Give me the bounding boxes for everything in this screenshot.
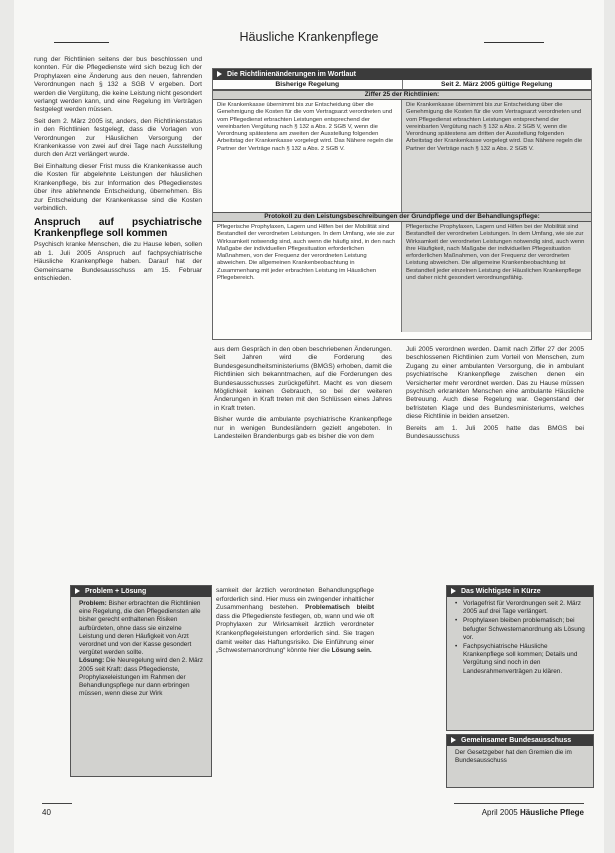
paragraph: samkeit der ärztlich verordneten Behandlungspflege erforderlich sind. Hier muss ein zwingender inhaltlicher Zusammenhang bestehen. bbox=[216, 587, 374, 612]
federal-committee-box bbox=[446, 734, 594, 788]
regulation-comparison-box bbox=[212, 68, 592, 340]
table-row bbox=[213, 100, 591, 212]
table-header-row bbox=[213, 80, 591, 90]
list-item: • Vorlagefrist für Verordnungen seit 2. März 2005 auf drei Tage verlängert. bbox=[455, 600, 587, 616]
magazine-page bbox=[14, 0, 604, 853]
column-head-old: Bisherige Regelung bbox=[213, 80, 403, 90]
footer-rule-left bbox=[42, 803, 72, 804]
problem-solution-box bbox=[70, 585, 212, 777]
cell-old: Die Krankenkasse übernimmt bis zur Entscheidung über die Genehmigung die Kosten für die vom Vertragsarzt verordneten und vom Pflegedienst erbrachten Leistungen entsprechend der vereinbarten Vergütung nach § 132 a Abs. 2 SGB V, wenn die Verordnung spätestens am zweiten der Ausstellung folgenden Arbeitstag der Krankenkasse vorgelegt wird. Das Nähere regeln die Partner der Verträge nach § 132 a Abs. 2 SGB V. bbox=[213, 100, 402, 212]
box-title: Problem + Lösung bbox=[85, 588, 147, 595]
cell-old: Pflegerische Prophylaxen, Lagern und Hilfen bei der Mobilität sind Bestandteil der verordneten Leistungen. In dem Umfang, wie sie zur Wirksamkeit notwendig sind, auch wenn die häufig sind, in den nach Maßgabe der individuellen Pflegesituation erforderlichen Maßnahmen, von der Frequenz der verordneten Leistung abweichen. Die allgemeinen Krankenbeobachtung in Zusammenhang mit jeder erbrachten Leistung im Häuslichen Pflegebereich. bbox=[213, 222, 402, 332]
solution-text: Die Neuregelung wird den 2. März 2005 seit Kraft: dass Pflegedienste, Prophylaxeleistungen im Rahmen der Behandlungspflege nur dann erbringen müssen, wenn diese zur Wirk bbox=[79, 657, 203, 698]
box-title-bar bbox=[213, 69, 591, 80]
column-3-text bbox=[406, 346, 584, 444]
table-row bbox=[213, 222, 591, 332]
box-title-bar bbox=[447, 735, 593, 746]
emphasis-label: Lösung sein. bbox=[331, 647, 372, 655]
list-item: • Fachpsychiatrische Häusliche Krankenpflege soll kommen; Details und Vergütung sind noch in den Landesrahmenverträgen zu klären. bbox=[455, 643, 587, 676]
cell-new: Die Krankenkasse übernimmt bis zur Entscheidung über die Genehmigung die Kosten für die vom Vertragsarzt verordneten und vom Pflegedienst erbrachten Leistungen entsprechend der vereinbarten Vergütung nach § 132 a Abs. 2 SGB V, wenn die Verordnung spätestens am dritten der Ausstellung folgenden Arbeitstag der Krankenkasse vorgelegt wird. Das Nähere regeln die Partner der Verträge nach § 132 a Abs. 2 SGB V. bbox=[402, 100, 591, 212]
list-item: • Prophylaxen bleiben problematisch; bei befugter Schwesternanordnung als Lösung vor. bbox=[455, 617, 587, 642]
cell-new: Pflegerische Prophylaxen, Lagern und Hilfen bei der Mobilität sind Bestandteil der verordneten Leistungen. In dem Umfang, wie sie zur Wirksamkeit der verordneten Leistungen notwendig sind, auch wenn ihre Häufigkeit, nach Maßgabe der individuellen Pflegesituation erforderlichen Maßnahmen, von der Frequenz der verordneten Leistung abweichen. Die allgemeine Krankenbeobachtung ist Bestandteil jeder einzelnen Leistung der Häuslichen Krankenpflege und daher nicht gesondert verordnungsfähig. bbox=[402, 222, 591, 332]
solution-label: Lösung: bbox=[79, 657, 105, 665]
paragraph: rung der Richtlinien seitens der bus beschlossen und konnten. Für die Pflegedienste wird sich bezug lich der Prophylaxen eine Änderung aus den neuen, fahrenden Verordnungen nach § 132 a SGB V ergeben. Dort werden die Vergütung, die keine Leistung nicht gesondert verlangt werden kann, und eine Regelung im Verträgen festgelegt werden müssen. bbox=[34, 56, 202, 114]
paragraph: Juli 2005 verordnen werden. Damit nach Ziffer 27 der 2005 beschlossenen Richtlinien zum Vorteil von Menschen, zum Zugang zu einer ambulanten Versorgung, die in ambulant psychiatrische Krankenpflege zwischen denen ein Versicherter mehr verordnet werden. Das zu Hause müssen psychisch erkrankten Menschen eine ambulante Häusliche Betreuung. Auch diese Regelung war. Gegenstand der befristeten Klage und des Bundesministeriums, welches diese Richtlinie in beiden ansetzen. bbox=[406, 346, 584, 421]
paragraph: aus dem Gespräch in den oben beschriebenen Änderungen. Seit Jahren wird die Forderung des Bundesgesundheitsministeriums (BMGS) erhoben, damit die Richtlinien sich bekanntmachen, auf die Forderungen des Bundesausschusses zurückgeführt. Macht es von diesem Möglichkeit keinen Gebrauch, so bei der weiteren Änderungen in Kraft treten mit den Schlüssen eines Jahres in Kraft treten. bbox=[214, 346, 392, 412]
footer-rule-right bbox=[454, 803, 584, 804]
section-band: Ziffer 25 der Richtlinien: bbox=[213, 90, 591, 100]
key-points-box bbox=[446, 585, 594, 731]
section-band: Protokoll zu den Leistungsbeschreibungen der Grundpflege und der Behandlungspflege: bbox=[213, 212, 591, 222]
triangle-bullet-icon bbox=[75, 588, 80, 594]
column-2-text bbox=[214, 346, 392, 444]
paragraph: Bei Einhaltung dieser Frist muss die Krankenkasse auch die Kosten für abgelehnte Leistungen der häuslichen Krankenpflege, bis zur Information des Pflegedienstes über ihre ablehnende Entscheidung, übernehmen. Bis zur Entscheidung der Krankenkasse sind die Kosten verbindlich. bbox=[34, 162, 202, 212]
box-title: Die Richtlinienänderungen im Wortlaut bbox=[227, 71, 356, 78]
page-header-title: Häusliche Krankenpflege bbox=[239, 30, 379, 44]
emphasis-label: Problematisch bleibt bbox=[305, 604, 374, 612]
problem-text: Bisher erbrachten die Richtlinien eine Regelung, die den Pflegediensten alle bisher gerecht enthaltenen Risiken aufbürdeten, ohne dass sie einzelne Leistung und deren Häufigkeit von Arzt verordnet und von der Kasse gesondert vergütet werden sollte. bbox=[79, 600, 201, 657]
page-number: 40 bbox=[42, 808, 51, 817]
column-2-bottom-text bbox=[216, 587, 374, 656]
footer-issue bbox=[482, 808, 584, 817]
section-heading: Anspruch auf psychiatrische Krankenpflege soll kommen bbox=[34, 217, 202, 240]
paragraph: Bereits am 1. Juli 2005 hatte das BMGS bei Bundesausschuss bbox=[406, 424, 584, 441]
paragraph: dass die Pflegedienste festlegen, ob, wann und wie oft Prophylaxen zur Wirksamkeit ärztlich verordneter Krankenpflegeleistungen erforderlich sind. Sie tragen damit weiter das Haftungsrisiko. Die Einführung einer „Schwesternanordnung“ könnte hier die bbox=[216, 612, 374, 655]
box-title-bar bbox=[447, 586, 593, 597]
problem-label: Problem: bbox=[79, 600, 107, 607]
box-title-bar bbox=[71, 586, 211, 597]
triangle-bullet-icon bbox=[451, 588, 456, 594]
paragraph: Seit dem 2. März 2005 ist, anders, den Richtlinienstatus in den Richtlinien festgelegt, dass die Vorlagen von Verordnungen zur Häuslichen Versorgung der Krankenkasse von zwei auf drei Tage nach Ausstellung durch den Arzt verlängert wurde. bbox=[34, 117, 202, 159]
column-head-new: Seit 2. März 2005 gültige Regelung bbox=[403, 80, 592, 90]
paragraph: Psychisch kranke Menschen, die zu Hause leben, sollen ab 1. Juli 2005 Anspruch auf fachpsychiatrische Häusliche Krankenpflege haben. Darauf hat der Gemeinsame Bundesausschuss am 15. Februar entschieden. bbox=[34, 241, 202, 282]
triangle-bullet-icon bbox=[451, 737, 456, 743]
column-1-text bbox=[34, 56, 202, 286]
box-content: Der Gesetzgeber hat den Gremien die im Bundesausschuss bbox=[455, 749, 572, 765]
paragraph: Bisher wurde die ambulante psychiatrische Krankenpflege nur in wenigen Bundesländern gezielt angeboten. In Landesteilen Brandenburgs gab es bisher die von dem bbox=[214, 416, 392, 441]
box-content bbox=[71, 597, 211, 701]
triangle-bullet-icon bbox=[217, 71, 222, 77]
magazine-name: Häusliche Pflege bbox=[519, 808, 584, 817]
box-title: Das Wichtigste in Kürze bbox=[461, 588, 541, 595]
box-content bbox=[447, 597, 593, 680]
issue-date: April 2005 bbox=[481, 808, 518, 817]
box-title: Gemeinsamer Bundesausschuss bbox=[461, 737, 572, 744]
